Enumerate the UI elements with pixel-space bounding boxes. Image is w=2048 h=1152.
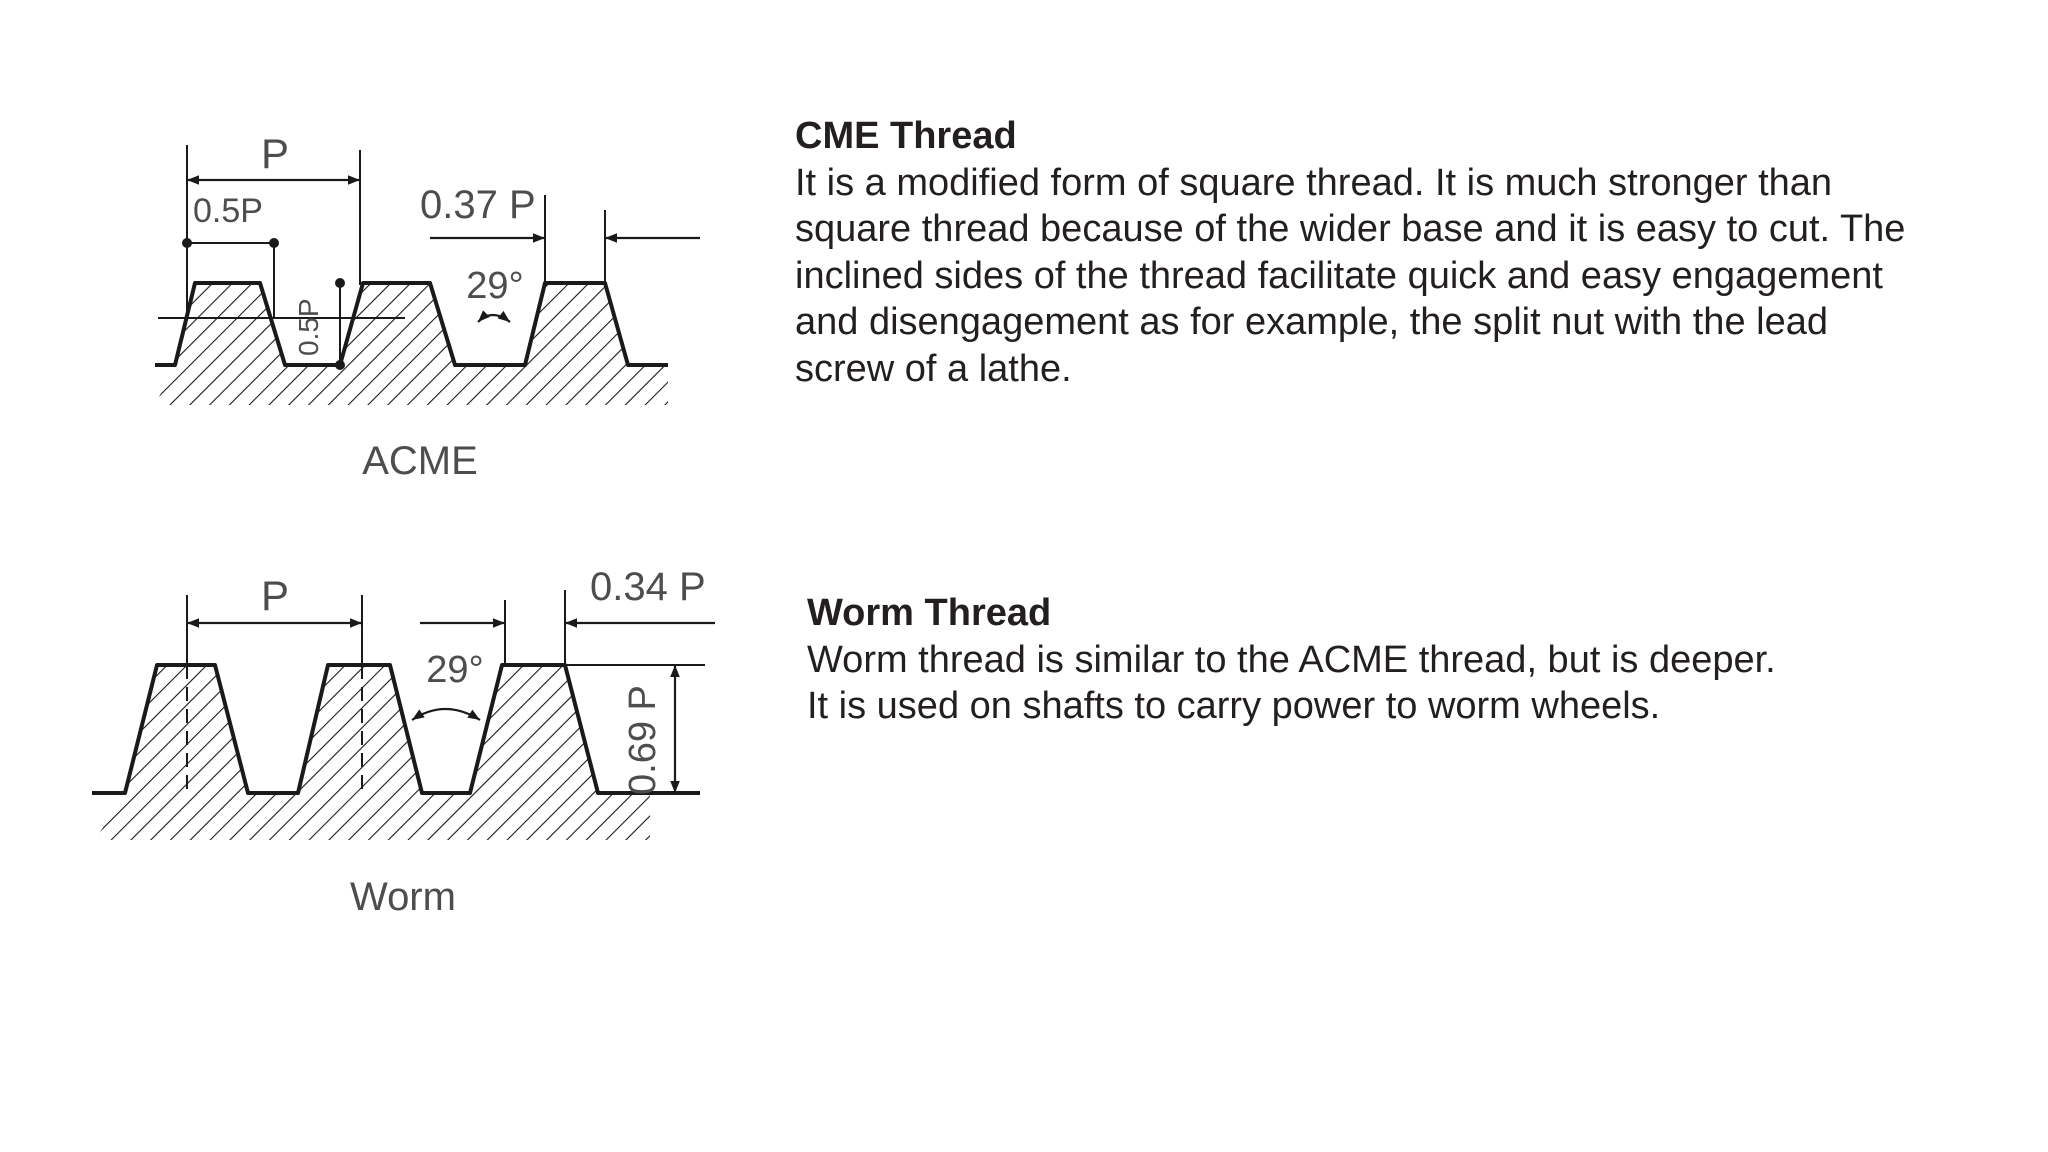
worm-depth-label: 0.69 P xyxy=(622,685,664,795)
acme-caption: ACME xyxy=(362,439,478,483)
acme-body-line: square thread because of the wider base and it is easy to cut. The xyxy=(795,208,1906,250)
acme-description xyxy=(795,113,1905,392)
acme-pitch-label: P xyxy=(260,130,290,177)
worm-thread-figure xyxy=(90,565,715,919)
acme-body-line: It is a modified form of square thread. It is much stronger than xyxy=(795,161,1833,204)
acme-angle-arc xyxy=(478,315,510,322)
worm-pitch-label: P xyxy=(260,572,290,619)
worm-angle-arc xyxy=(412,709,480,720)
acme-heading: CME Thread xyxy=(795,115,1017,157)
worm-angle-label: 29° xyxy=(426,649,484,691)
acme-body-line: screw of a lathe. xyxy=(795,347,1072,390)
worm-crest-label: 0.34 P xyxy=(590,565,706,609)
worm-heading: Worm Thread xyxy=(807,592,1052,634)
acme-body-line: inclined sides of the thread facilitate quick and easy engagement xyxy=(795,254,1883,297)
acme-crest-label: 0.37 P xyxy=(420,183,536,227)
acme-angle-label: 29° xyxy=(466,265,524,307)
acme-hatch xyxy=(150,270,670,410)
acme-half-pitch-label: 0.5P xyxy=(193,192,263,230)
acme-depth-label: 0.5P xyxy=(293,298,324,356)
acme-body-line: and disengagement as for example, the split nut with the lead xyxy=(795,301,1828,343)
worm-caption: Worm xyxy=(350,875,456,919)
worm-body-line: It is used on shafts to carry power to worm wheels. xyxy=(807,685,1661,727)
acme-thread-figure xyxy=(150,130,700,483)
worm-body-line: Worm thread is similar to the ACME thread, but is deeper. xyxy=(807,638,1776,681)
worm-description xyxy=(807,590,1776,730)
